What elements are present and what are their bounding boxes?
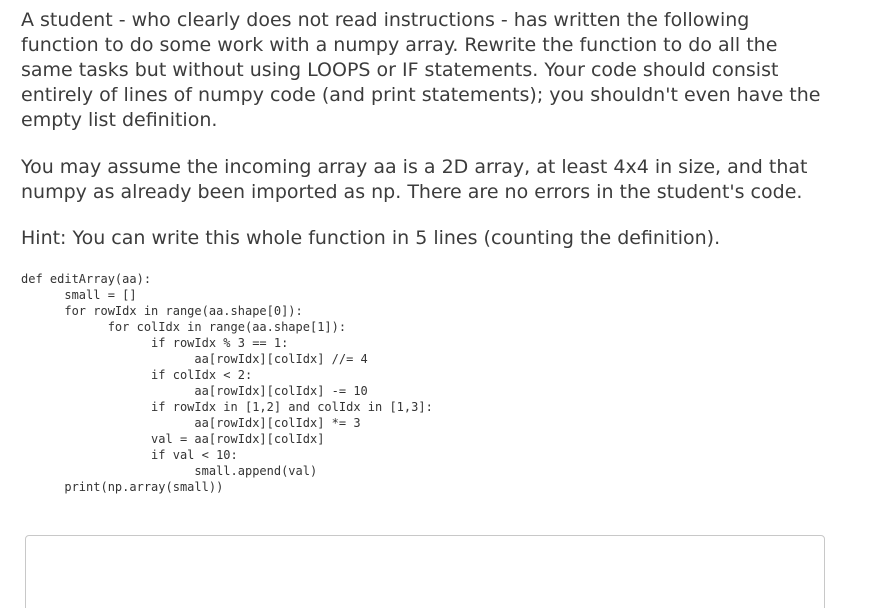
code-line: for colIdx in range(aa.shape[1]): [21,320,347,334]
code-line: aa[rowIdx][colIdx] //= 4 [21,352,368,366]
question-hint [21,226,821,251]
answer-text-area[interactable] [25,535,825,608]
question-line: You may assume the incoming array aa is a 2D array, at least 4x4 in size, and that [21,156,808,178]
code-line: print(np.array(small)) [21,480,224,494]
question-line: same tasks but without using LOOPS or IF statements. Your code should consist [21,59,779,81]
code-line: aa[rowIdx][colIdx] *= 3 [21,416,361,430]
code-line: small.append(val) [21,464,318,478]
code-block [21,271,433,495]
code-line: if val < 10: [21,448,238,462]
code-line: if rowIdx % 3 == 1: [21,336,289,350]
code-line: val = aa[rowIdx][colIdx] [21,432,325,446]
question-line: numpy as already been imported as np. There are no errors in the student's code. [21,181,803,203]
code-line: small = [] [21,288,137,302]
question-paragraph-instructions [21,8,821,133]
question-line: entirely of lines of numpy code (and print statements); you shouldn't even have the [21,84,821,106]
code-line: def editArray(aa): [21,272,152,286]
code-line: if rowIdx in [1,2] and colIdx in [1,3]: [21,400,433,414]
hint-text: Hint: You can write this whole function in 5 lines (counting the definition). [21,227,721,249]
question-line: empty list definition. [21,109,218,131]
code-line: for rowIdx in range(aa.shape[0]): [21,304,303,318]
code-line: if colIdx < 2: [21,368,253,382]
question-line: function to do some work with a numpy array. Rewrite the function to do all the [21,34,778,56]
question-line: A student - who clearly does not read instructions - has written the following [21,9,750,31]
code-line: aa[rowIdx][colIdx] -= 10 [21,384,368,398]
question-paragraph-assumptions [21,155,821,205]
